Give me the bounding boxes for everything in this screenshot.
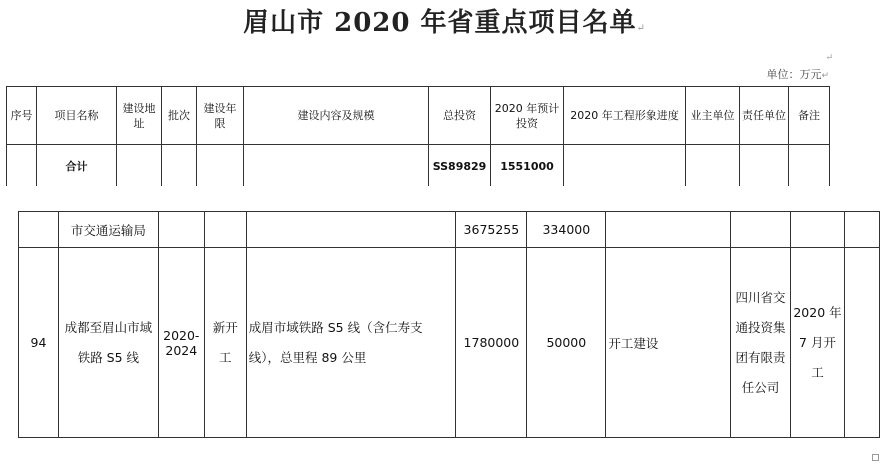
col-header: 2020 年预计投资: [491, 87, 564, 145]
table-cell: [197, 145, 244, 187]
project-number: 94: [19, 248, 59, 438]
total-row: [7, 145, 830, 187]
table-cell: [246, 212, 456, 248]
table-cell: [7, 145, 37, 187]
project-plan-2020: 50000: [527, 248, 606, 438]
page-title: 眉山市 2020 年省重点项目名单↵: [243, 8, 646, 38]
table-cell: [204, 212, 246, 248]
project-progress: 开工建设: [606, 248, 731, 438]
table-end-marker: [872, 454, 879, 461]
table-cell: [791, 212, 845, 248]
col-header: 批次: [162, 87, 197, 145]
table-cell: [117, 145, 162, 187]
project-period: 2020-2024: [158, 248, 204, 438]
project-content: 成眉市域铁路 S5 线（含仁寿支线），总里程 89 公里: [246, 248, 456, 438]
table-cell: [844, 248, 879, 438]
header-row: [7, 87, 830, 145]
col-header: 建设地址: [117, 87, 162, 145]
group-name: 市交通运输局: [58, 212, 158, 248]
col-header: 项目名称: [37, 87, 117, 145]
col-header: 建设年限: [197, 87, 244, 145]
table-cell: [244, 145, 429, 187]
project-batch: 新开工: [204, 248, 246, 438]
section-gap: [0, 186, 889, 208]
table-cell: [162, 145, 197, 187]
table-cell: [844, 212, 879, 248]
group-total-investment: 3675255: [456, 212, 527, 248]
table-cell: [740, 145, 789, 187]
table-cell: [19, 212, 59, 248]
total-plan-2020: 1551000: [491, 145, 564, 187]
total-investment: SS89829: [429, 145, 491, 187]
project-owner: 四川省交通投资集团有限责任公司: [731, 248, 791, 438]
project-table: [18, 211, 880, 438]
header-table: [6, 86, 830, 186]
col-header: 责任单位: [740, 87, 789, 145]
table-header-strip: [6, 86, 879, 186]
group-row: [19, 212, 880, 248]
table-cell: [731, 212, 791, 248]
table-cell: [686, 145, 740, 187]
project-table-wrap: [18, 211, 880, 438]
col-header: 备注: [789, 87, 830, 145]
project-row: [19, 248, 880, 438]
col-header: 2020 年工程形象进度: [564, 87, 686, 145]
col-header: 业主单位: [686, 87, 740, 145]
table-cell: [606, 212, 731, 248]
table-cell: [564, 145, 686, 187]
col-header: 序号: [7, 87, 37, 145]
project-remark: 2020 年 7 月开工: [791, 248, 845, 438]
project-name: 成都至眉山市域铁路 S5 线: [58, 248, 158, 438]
table-cell: [789, 145, 830, 187]
total-label: 合计: [37, 145, 117, 187]
paragraph-mark: ↵: [825, 53, 833, 63]
group-plan-2020: 334000: [527, 212, 606, 248]
col-header: 总投资: [429, 87, 491, 145]
unit-label: 单位：万元↵: [766, 68, 829, 81]
col-header: 建设内容及规模: [244, 87, 429, 145]
table-cell: [158, 212, 204, 248]
project-total-investment: 1780000: [456, 248, 527, 438]
